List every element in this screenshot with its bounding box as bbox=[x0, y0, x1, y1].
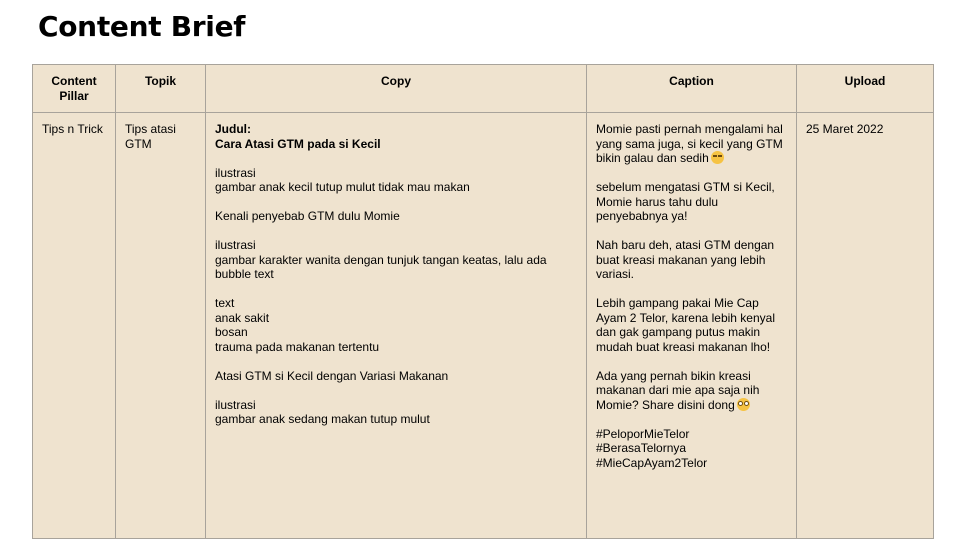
cell-upload[interactable] bbox=[797, 113, 934, 539]
caption-paragraph-4: Lebih gampang pakai Mie Cap Ayam 2 Telor, karena lebih kenyal dan gak gampang putus makin mudah buat kreasi makanan lho! bbox=[596, 296, 775, 354]
table-header-row bbox=[33, 65, 934, 113]
table-row bbox=[33, 113, 934, 539]
header-caption: Caption bbox=[587, 65, 797, 113]
page-title: Content Brief bbox=[38, 10, 246, 43]
header-upload: Upload bbox=[797, 65, 934, 113]
flushed-face-icon bbox=[737, 398, 750, 411]
unamused-face-icon bbox=[711, 151, 724, 164]
copy-heading: Judul: bbox=[215, 122, 251, 136]
cell-copy[interactable] bbox=[206, 113, 587, 539]
cell-topik[interactable] bbox=[116, 113, 206, 539]
caption-p5-text: Ada yang pernah bikin kreasi makanan dari mie apa saja nih Momie? Share disini dong bbox=[596, 368, 760, 412]
caption-p1-text: Momie pasti pernah mengalami hal yang sama juga, si kecil yang GTM bikin galau dan sedih bbox=[596, 122, 783, 165]
caption-paragraph-2: sebelum mengatasi GTM si Kecil, Momie harus tahu dulu penyebabnya ya! bbox=[596, 180, 775, 223]
caption-paragraph-1 bbox=[596, 122, 787, 166]
copy-title: Cara Atasi GTM pada si Kecil bbox=[215, 136, 381, 151]
content-brief-table bbox=[32, 64, 934, 539]
upload-date: 25 Maret 2022 bbox=[806, 122, 884, 136]
cell-content-pillar[interactable] bbox=[33, 113, 116, 539]
caption-paragraph-3: Nah baru deh, atasi GTM dengan buat kreasi makanan yang lebih variasi. bbox=[596, 238, 775, 281]
cell-caption[interactable] bbox=[587, 113, 797, 539]
copy-body: ilustrasi gambar anak kecil tutup mulut tidak mau makan Kenali penyebab GTM dulu Momie ilustrasi gambar karakter wanita dengan tunjuk tangan keatas, lalu ada bubble text text anak sakit bosan trauma pada makanan tertentu Atasi GTM si Kecil dengan Variasi Makanan ilustrasi gambar anak sedang makan tutup mulut bbox=[215, 165, 547, 426]
header-topik: Topik bbox=[116, 65, 206, 113]
caption-paragraph-5 bbox=[596, 369, 787, 413]
caption-hashtags: #PeloporMieTelor #BerasaTelornya #MieCapAyam2Telor bbox=[596, 426, 708, 470]
content-pillar-text: Tips n Trick bbox=[42, 122, 103, 136]
header-content-pillar: Content Pillar bbox=[33, 65, 116, 113]
header-copy: Copy bbox=[206, 65, 587, 113]
topik-text: Tips atasi GTM bbox=[125, 122, 176, 151]
